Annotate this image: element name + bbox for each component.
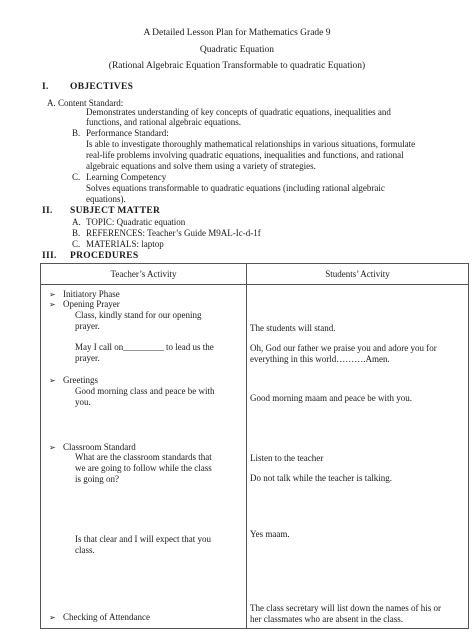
procedures-table [40, 263, 469, 629]
table-row [41, 285, 469, 629]
standard-question-line: is going on? [75, 474, 119, 484]
initiatory-phase: Initiatory Phase [63, 289, 120, 299]
subject-item-topic: TOPIC: Quadratic equation [86, 217, 186, 227]
student-yes: Yes maam. [250, 529, 290, 539]
procedures-heading: PROCEDURES [70, 251, 139, 261]
call-leader-line: May I call on_________ to lead us the [75, 342, 214, 352]
performance-standard-letter: B. [72, 128, 81, 138]
procedures-numeral: III. [42, 251, 57, 261]
opening-prayer: Opening Prayer [63, 299, 120, 309]
document-subtitle: (Rational Algebraic Equation Transformable to quadratic Equation) [108, 61, 366, 71]
students-activity-cell [247, 285, 469, 629]
student-secretary-line: The class secretary will list down the names of his or [250, 603, 441, 613]
bullet-arrow-icon: ➢ [49, 300, 56, 309]
expectation-line: class. [75, 545, 95, 555]
document-topic: Quadratic Equation [199, 45, 275, 55]
subject-matter-heading: SUBJECT MATTER [70, 206, 161, 216]
expectation-line: Is that clear and I will expect that you [75, 534, 211, 544]
prayer-instruction-line: Class, kindly stand for our opening [75, 310, 202, 320]
content-standard-text-line: functions, and rational algebraic equations. [86, 117, 241, 127]
teacher-activity-header: Teacher’s Activity [41, 264, 247, 285]
competency-text-line: Solves equations transformable to quadratic equations (including rational algebraic [86, 183, 385, 193]
bullet-arrow-icon: ➢ [49, 443, 56, 452]
subject-item-references: REFERENCES: Teacher’s Guide M9AL-Ic-d-1f [86, 228, 261, 238]
performance-standard-text-line: algebraic equations and solve them using a variety of strategies. [86, 161, 316, 171]
greetings: Greetings [63, 375, 98, 385]
student-listen: Listen to the teacher [250, 453, 324, 463]
performance-standard-text-line: real-life problems involving quadratic equations, inequalities and functions, and rational [86, 150, 404, 160]
students-activity-header: Students’ Activity [247, 264, 469, 285]
student-no-talk: Do not talk while the teacher is talking. [250, 473, 392, 483]
standard-question-line: What are the classroom standards that [75, 452, 212, 462]
competency-letter: C. [72, 172, 81, 182]
prayer-instruction-line: prayer. [75, 321, 100, 331]
student-prayer-line: everything in this world……….Amen. [250, 354, 390, 364]
student-prayer-line: Oh, God our father we praise you and adore you for [250, 343, 437, 353]
competency-text-line: equations). [86, 194, 126, 204]
classroom-standard: Classroom Standard [63, 442, 136, 452]
content-standard-text-line: Demonstrates understanding of key concepts of quadratic equations, inequalities and [86, 107, 391, 117]
table-header-row [41, 264, 469, 285]
objectives-numeral: I. [42, 82, 49, 92]
greeting-line: Good morning class and peace be with [75, 386, 215, 396]
subject-matter-numeral: II. [42, 206, 53, 216]
document-title: A Detailed Lesson Plan for Mathematics Grade 9 [143, 28, 331, 38]
bullet-arrow-icon: ➢ [49, 613, 56, 622]
performance-standard-label: Performance Standard: [86, 128, 169, 138]
content-standard-label: A. Content Standard: [47, 98, 124, 108]
student-stand: The students will stand. [250, 323, 336, 333]
subject-item-letter: C. [72, 239, 81, 249]
greeting-line: you. [75, 397, 91, 407]
competency-label: Learning Competency [86, 172, 167, 182]
teacher-activity-cell [41, 285, 247, 629]
student-greeting: Good morning maam and peace be with you. [250, 393, 412, 403]
performance-standard-text-line: Is able to investigate thoroughly mathematical relationships in various situations, formulate [86, 139, 416, 149]
subject-item-letter: B. [72, 228, 81, 238]
checking-of-attendance: Checking of Attendance [63, 612, 150, 622]
subject-item-letter: A. [72, 217, 81, 227]
student-secretary-line: her classmates who are absent in the class. [250, 614, 403, 624]
objectives-heading: OBJECTIVES [70, 82, 134, 92]
call-leader-line: prayer. [75, 353, 100, 363]
subject-item-materials: MATERIALS: laptop [86, 239, 164, 249]
bullet-arrow-icon: ➢ [49, 376, 56, 385]
standard-question-line: we are going to follow while the class [75, 463, 212, 473]
bullet-arrow-icon: ➢ [49, 290, 56, 299]
